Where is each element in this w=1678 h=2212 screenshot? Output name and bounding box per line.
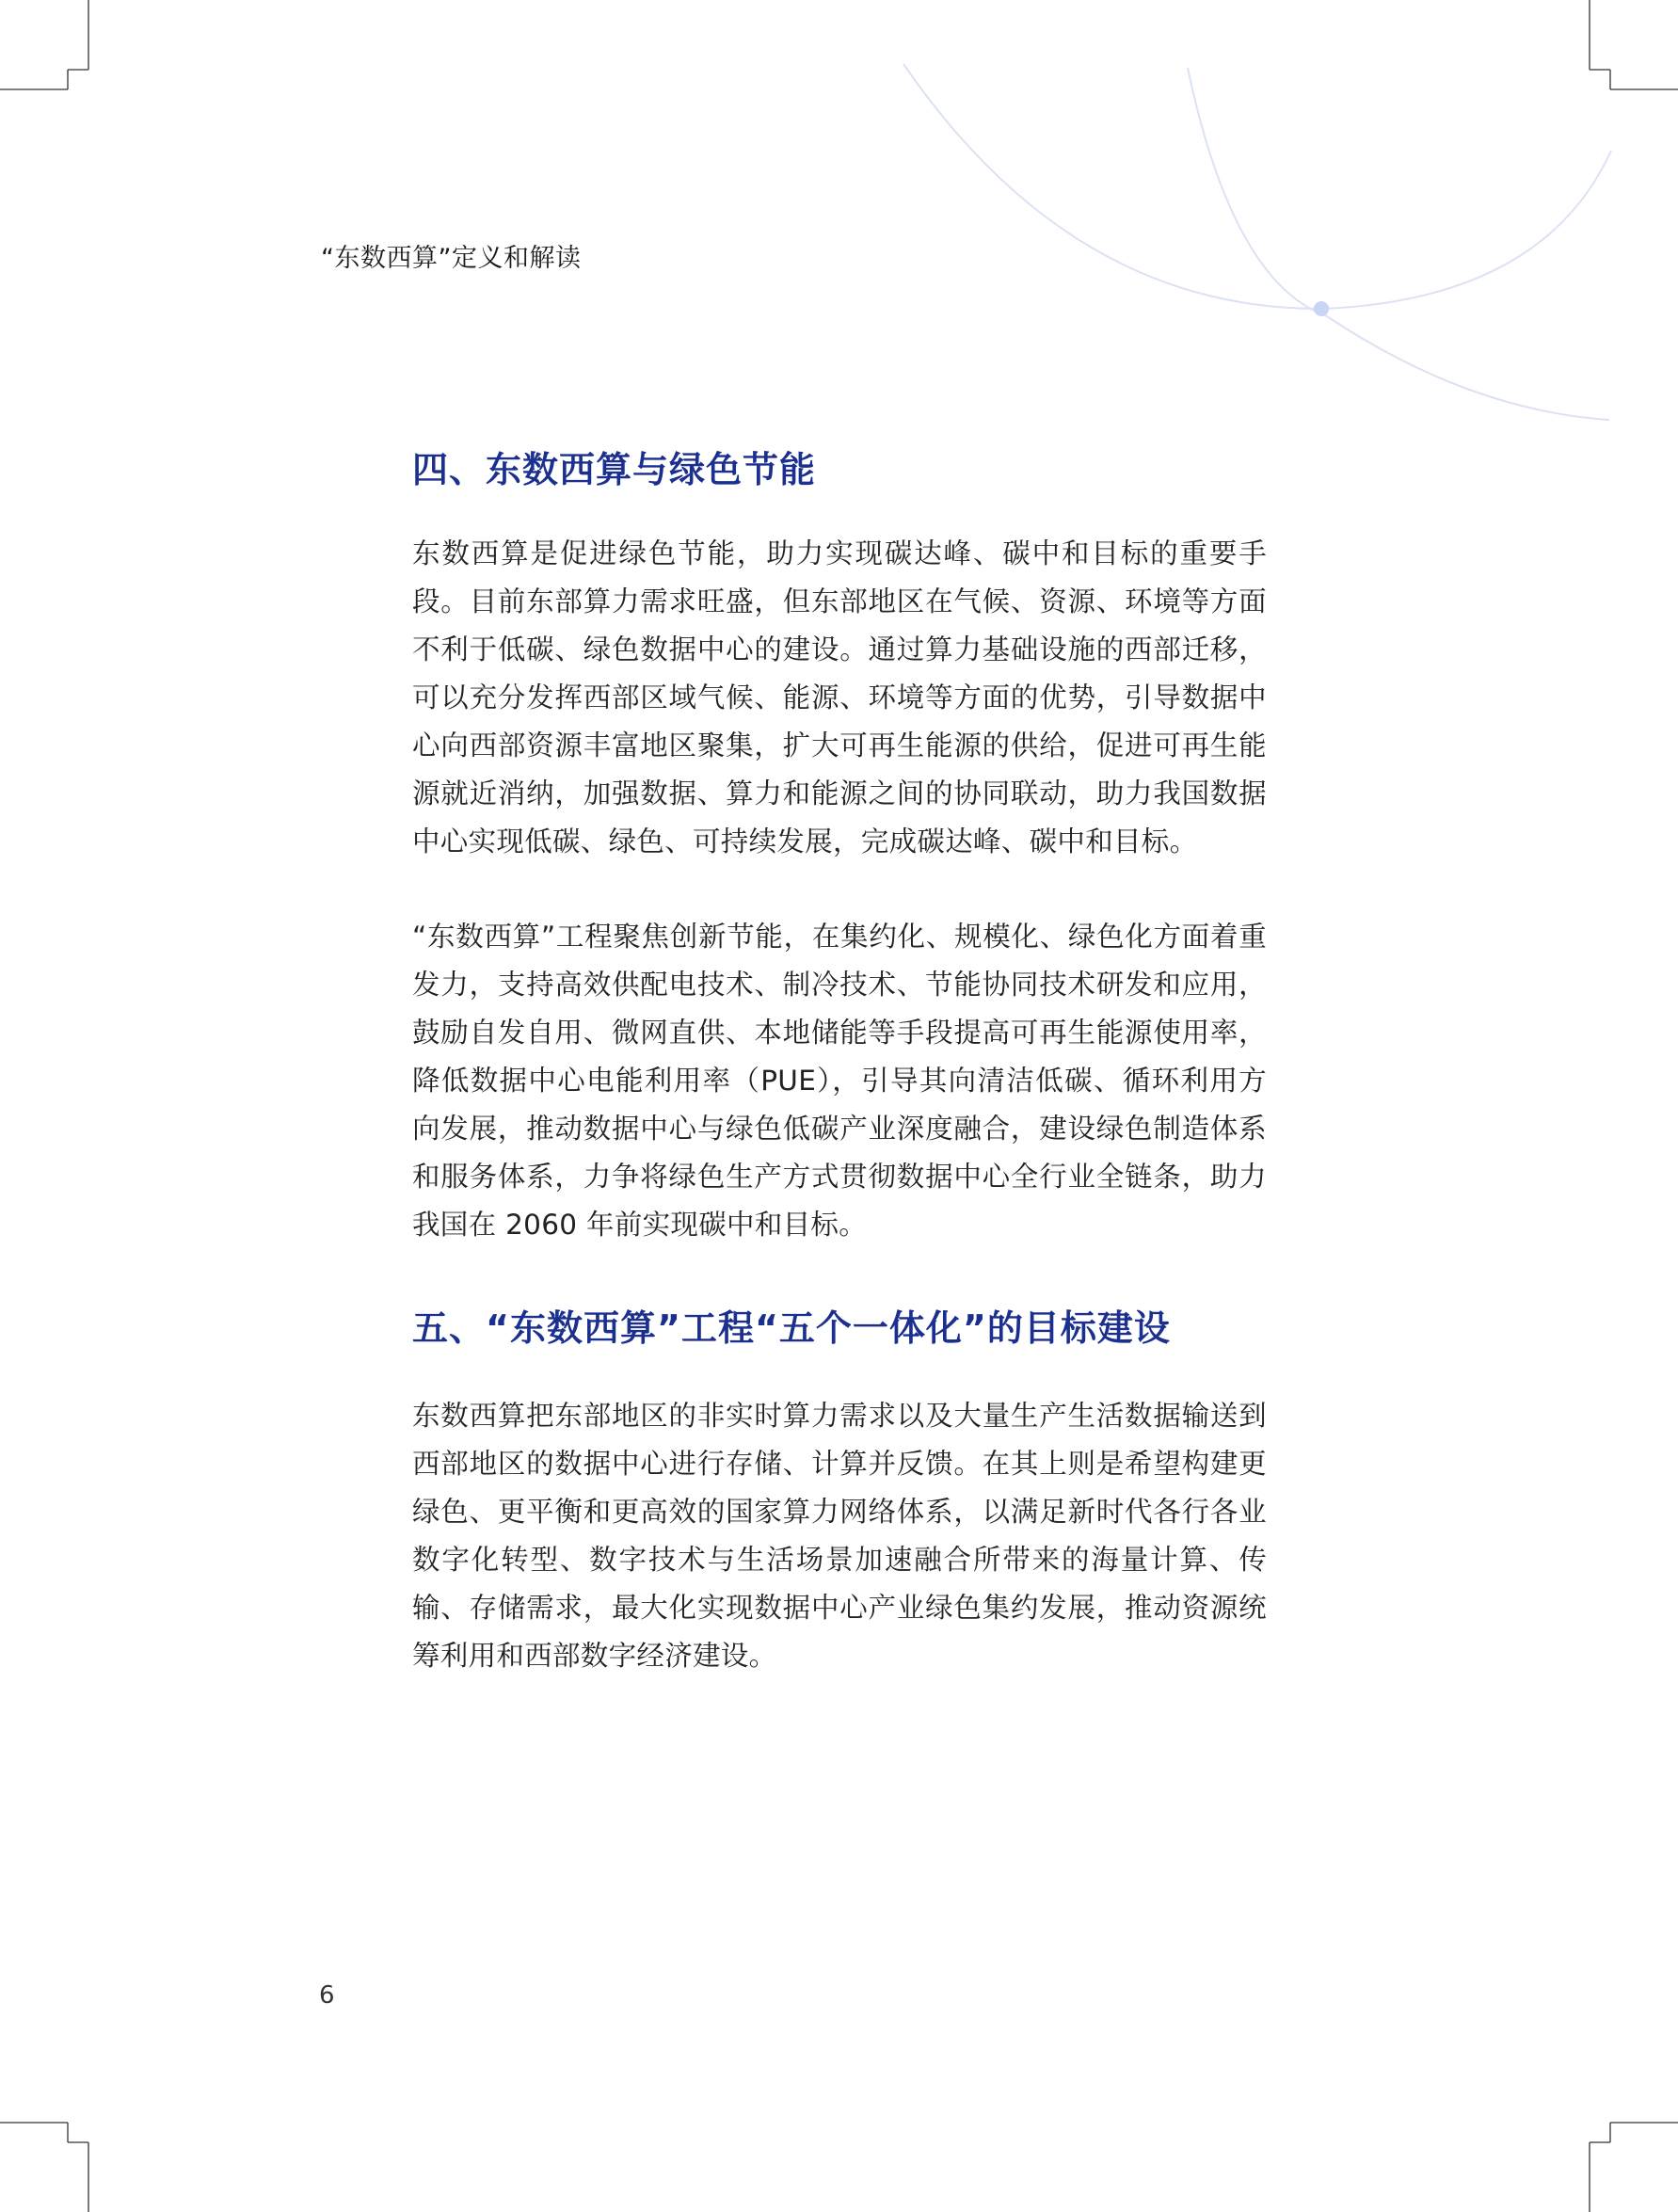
page-number: 6: [319, 1981, 335, 2010]
section-4-title: 四、东数西算与绿色节能: [412, 449, 817, 490]
section-5-title: 五、“东数西算”工程“五个一体化”的目标建设: [412, 1307, 1171, 1349]
section-4-paragraph-1: 东数西算是促进绿色节能，助力实现碳达峰、碳中和目标的重要手段。目前东部算力需求旺盛，但东部地区在气候、资源、环境等方面不利于低碳、绿色数据中心的建设。通过算力基础设施的西部迁移，可以充分发挥西部区域气候、能源、环境等方面的优势，引导数据中心向西部资源丰富地区聚集，扩大可再生能源的供给，促进可再生能源就近消纳，加强数据、算力和能源之间的协同联动，助力我国数据中心实现低碳、绿色、可持续发展，完成碳达峰、碳中和目标。: [412, 537, 1267, 858]
decorative-dot: [1314, 301, 1329, 316]
section-5-paragraph-1: 东数西算把东部地区的非实时算力需求以及大量生产生活数据输送到西部地区的数据中心进行存储、计算并反馈。在其上则是希望构建更绿色、更平衡和更高效的国家算力网络体系，以满足新时代各行各业数字化转型、数字技术与生活场景加速融合所带来的海量计算、传输、存储需求，最大化实现数据中心产业绿色集约发展，推动资源统筹利用和西部数字经济建设。: [412, 1400, 1267, 1672]
section-4-paragraph-2: “东数西算”工程聚焦创新节能，在集约化、规模化、绿色化方面着重发力，支持高效供配电技术、制冷技术、节能协同技术研发和应用，鼓励自发自用、微网直供、本地储能等手段提高可再生能源使用率，降低数据中心电能利用率（PUE），引导其向清洁低碳、循环利用方向发展，推动数据中心与绿色低碳产业深度融合，建设绿色制造体系和服务体系，力争将绿色生产方式贯彻数据中心全行业全链条，助力我国在 2060 年前实现碳中和目标。: [412, 921, 1267, 1241]
decorative-arcs: [903, 64, 1611, 420]
running-header: “东数西算”定义和解读: [321, 244, 582, 273]
